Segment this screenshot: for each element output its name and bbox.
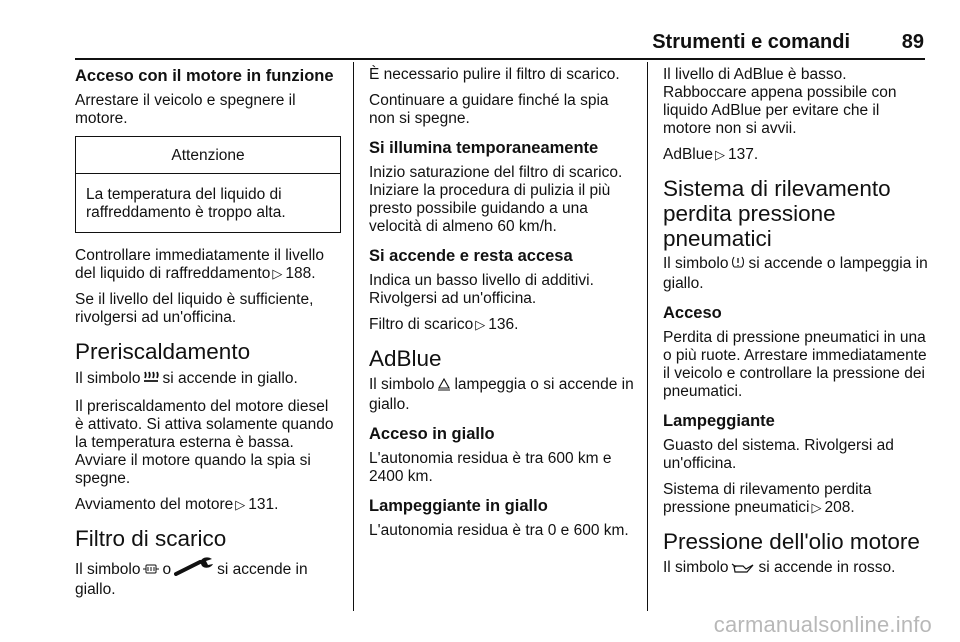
text-si-accende-lampeggia: si accende o lampeggia in giallo.	[663, 255, 928, 292]
page-ref-number[interactable]: 137.	[727, 146, 759, 163]
paragraph-avviamento	[75, 496, 341, 514]
paragraph-saturazione: Inizio saturazione del filtro di scarico. Iniziare la procedura di pulizia il più presto possibile guidando a una velocità di almeno 60 km/h.	[369, 164, 623, 235]
glow-plug-icon	[143, 369, 159, 390]
paragraph-controllare	[75, 247, 341, 283]
text-si-accende-giallo: si accende in giallo.	[75, 561, 308, 598]
paragraph-autonomia-600: L'autonomia residua è tra 600 km e 2400 km.	[369, 450, 612, 485]
text-il-simbolo: Il simbolo	[663, 559, 729, 576]
page-ref-arrow-icon: ▷	[714, 147, 725, 162]
oil-can-icon	[731, 561, 755, 579]
paragraph-preriscaldamento: Il preriscaldamento del motore diesel è attivato. Si attiva solamente quando la temperatura esterna è bassa. Avviare il motore quando la spia si spegne.	[75, 398, 334, 487]
adblue-warning-icon	[437, 377, 451, 396]
text-si-accende-giallo: si accende in giallo.	[162, 370, 298, 387]
page-header-title: Strumenti e comandi	[652, 31, 850, 53]
heading-adblue: AdBlue	[369, 346, 442, 371]
page-ref-arrow-icon: ▷	[272, 266, 283, 281]
warning-box-text: La temperatura del liquido di raffreddamento è troppo alta.	[86, 186, 286, 221]
page-ref-number[interactable]: 188.	[285, 265, 316, 282]
paragraph-controllare-text: Controllare immediatamente il livello del liquido di raffreddamento	[75, 247, 324, 282]
paragraph-adblue-simbolo	[369, 376, 635, 414]
text-il-simbolo: Il simbolo	[369, 376, 435, 393]
page-ref-number[interactable]: 208.	[824, 499, 855, 516]
paragraph-filtro-ref	[369, 316, 635, 334]
heading-lampeggiante-giallo: Lampeggiante in giallo	[369, 497, 548, 515]
heading-temporaneamente: Si illumina temporaneamente	[369, 139, 599, 157]
heading-resta-accesa: Si accende e resta accesa	[369, 247, 573, 265]
column-divider-2	[647, 62, 648, 611]
warning-box-title: Attenzione	[76, 137, 340, 174]
paragraph-pulire: È necessario pulire il filtro di scarico.	[369, 66, 620, 83]
warning-box	[75, 136, 341, 233]
heading-filtro-scarico: Filtro di scarico	[75, 526, 227, 551]
paragraph-perdita: Perdita di pressione pneumatici in una o più ruote. Arrestare immediatamente il veicolo e controllare la pressione dei pneumatici.	[663, 329, 927, 400]
heading-preriscaldamento: Preriscaldamento	[75, 339, 251, 364]
paragraph-autonomia-0: L'autonomia residua è tra 0 e 600 km.	[369, 522, 629, 539]
header-rule	[75, 58, 925, 60]
paragraph-adblue-ref	[663, 146, 929, 164]
column-1	[75, 66, 341, 607]
paragraph-se-livello: Se il livello del liquido è sufficiente, rivolgersi ad un'officina.	[75, 291, 314, 326]
page-ref-arrow-icon: ▷	[811, 500, 822, 515]
column-divider-1	[353, 62, 354, 611]
page-ref-arrow-icon: ▷	[475, 317, 486, 332]
exhaust-filter-icon	[143, 562, 159, 581]
column-2	[369, 66, 635, 548]
paragraph-livello-basso: Il livello di AdBlue è basso. Rabboccare appena possibile con liquido AdBlue per evitare che il motore non si avvii.	[663, 66, 897, 137]
page-ref-number[interactable]: 136.	[488, 316, 519, 333]
paragraph-filtro-simbolo	[75, 556, 341, 599]
paragraph-adblue-ref-text: AdBlue	[663, 146, 713, 163]
tire-pressure-icon	[731, 255, 745, 275]
paragraph-continuare: Continuare a guidare finché la spia non si spegne.	[369, 92, 609, 127]
paragraph-olio-simbolo	[663, 559, 929, 579]
heading-lampeggiante: Lampeggiante	[663, 412, 775, 430]
paragraph-arrestare: Arrestare il veicolo e spegnere il motore.	[75, 92, 296, 127]
page-ref-arrow-icon: ▷	[235, 497, 246, 512]
column-3	[663, 66, 929, 587]
paragraph-sistema-ref-text: Sistema di rilevamento perdita pressione pneumatici	[663, 481, 872, 516]
wrench-icon	[174, 556, 214, 581]
paragraph-filtro-ref-text: Filtro di scarico	[369, 316, 474, 333]
text-o: o	[162, 561, 172, 578]
text-il-simbolo: Il simbolo	[75, 370, 141, 387]
text-il-simbolo: Il simbolo	[75, 561, 141, 578]
paragraph-additivi: Indica un basso livello di additivi. Rivolgersi ad un'officina.	[369, 272, 594, 307]
page-number: 89	[901, 31, 924, 53]
heading-pressione-pneumatici: Sistema di rilevamento perdita pressione pneumatici	[663, 176, 891, 251]
paragraph-avviamento-text: Avviamento del motore	[75, 496, 234, 513]
text-il-simbolo: Il simbolo	[663, 255, 729, 272]
heading-acceso-motore: Acceso con il motore in funzione	[75, 67, 334, 85]
paragraph-guasto: Guasto del sistema. Rivolgersi ad un'officina.	[663, 437, 894, 472]
paragraph-simbolo-preriscaldamento	[75, 369, 341, 390]
text-lampeggia: lampeggia o si accende in giallo.	[369, 376, 634, 413]
watermark-brand: carmanualsonline.info	[713, 612, 932, 637]
text-si-accende-rosso: si accende in rosso.	[758, 559, 896, 576]
paragraph-sistema-ref	[663, 481, 929, 517]
paragraph-tpms-simbolo	[663, 255, 929, 293]
heading-acceso: Acceso	[663, 304, 722, 322]
heading-acceso-giallo: Acceso in giallo	[369, 425, 495, 443]
heading-pressione-olio: Pressione dell'olio motore	[663, 529, 920, 554]
page-ref-number[interactable]: 131.	[248, 496, 279, 513]
